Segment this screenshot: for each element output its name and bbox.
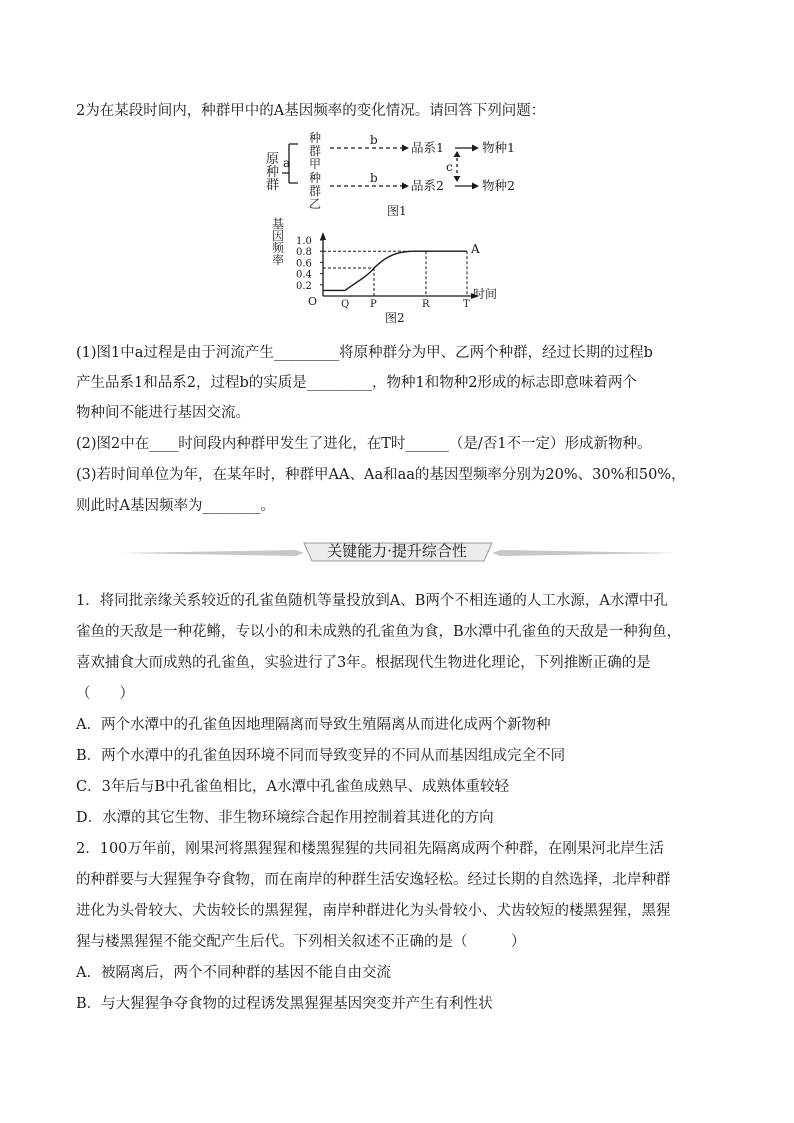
- mcq2-line-3: 进化为头骨较大、犬齿较长的黑猩猩，南岸种群进化为头骨较小、犬齿较短的楼黑猩猩，黑猩: [76, 903, 671, 919]
- svg-text:群: 群: [309, 184, 322, 198]
- y-axis-title: [272, 217, 285, 267]
- origin-label: O: [308, 295, 318, 308]
- svg-text:群: 群: [309, 144, 322, 158]
- x-ticks: [341, 299, 470, 310]
- mcq1-option-a: A．两个水潭中的孔雀鱼因地理隔离而导致生殖隔离从而进化成两个新物种: [76, 717, 551, 733]
- y-tick-label: 0.6: [296, 258, 312, 270]
- mcq1-line-3: 喜欢捕食大而成熟的孔雀鱼，实验进行了3年。根据现代生物进化理论，下列推断正确的是: [76, 655, 651, 671]
- strain-1-label: 品系1: [411, 140, 444, 155]
- svg-text:原: 原: [266, 152, 280, 167]
- mcq1-option-b: B．两个水潭中的孔雀鱼因环境不同而导致变异的不同从而基因组成完全不同: [76, 748, 566, 764]
- y-tick-label: 1.0: [296, 236, 312, 247]
- arrowhead: [454, 151, 461, 157]
- x-axis-title: 时间: [473, 287, 498, 301]
- population-b-label: [309, 171, 321, 211]
- y-tick-label: 0.4: [296, 269, 312, 281]
- q1-line-1: (1)图1中a过程是由于河流产生_________将原种群分为甲、乙两个种群，经过长期的过程b: [76, 345, 653, 361]
- figure-2-caption: 图2: [385, 311, 405, 325]
- y-axis-arrow: [320, 232, 326, 240]
- svg-text:群: 群: [266, 178, 280, 193]
- arrowhead: [454, 176, 461, 182]
- curve-label-A: A: [471, 242, 480, 257]
- x-tick-label: R: [422, 299, 430, 310]
- arrowhead: [402, 183, 409, 190]
- y-ticks: [296, 236, 323, 292]
- q1-line-3: 物种间不能进行基因交流。: [76, 405, 250, 421]
- svg-text:种: 种: [266, 165, 280, 180]
- svg-text:乙: 乙: [309, 197, 322, 211]
- mcq1-option-d: D．水潭的其它生物、非生物环境综合起作用控制着其进化的方向: [76, 810, 494, 826]
- svg-text:种: 种: [309, 131, 322, 145]
- svg-text:因: 因: [272, 229, 285, 243]
- process-b-label-top: b: [370, 133, 378, 147]
- population-a-label: [309, 131, 321, 171]
- process-b-label-bottom: b: [370, 171, 378, 185]
- mcq1-option-c: C．3年后与B中孔雀鱼相比，A水潭中孔雀鱼成熟早、成熟体重较轻: [76, 779, 509, 795]
- arrowhead: [472, 145, 479, 152]
- mcq2-line-2: 的种群要与大猩猩争夺食物，而在南岸的种群生活安逸轻松。经过长期的自然选择，北岸种群: [76, 872, 671, 888]
- x-tick-label: P: [370, 299, 377, 310]
- svg-text:频: 频: [272, 241, 285, 255]
- svg-text:种: 种: [309, 171, 322, 185]
- process-a-label: a: [283, 156, 291, 170]
- mcq1-line-4: （ ）: [76, 686, 134, 702]
- svg-text:甲: 甲: [309, 157, 322, 171]
- svg-text:率: 率: [272, 253, 285, 267]
- section-title: 关键能力·提升综合性: [327, 542, 467, 560]
- species-2-label: 物种2: [482, 178, 515, 193]
- mcq1-line-1: 1．将同批亲缘关系较近的孔雀鱼随机等量投放到A、B两个不相连通的人工水源，A水潭中孔: [76, 593, 668, 609]
- q3-line-2: 则此时A基因频率为________。: [76, 498, 275, 514]
- mcq2-option-a: A．被隔离后，两个不同种群的基因不能自由交流: [76, 965, 391, 981]
- q1-line-2: 产生品系1和品系2，过程b的实质是_________，物种1和物种2形成的标志即意味着两个: [76, 375, 637, 391]
- svg-text:基: 基: [272, 217, 285, 231]
- mcq2-line-1: 2．100万年前，刚果河将黑猩猩和楼黑猩猩的共同祖先隔离成两个种群，在刚果河北岸生活: [76, 841, 664, 857]
- mcq2-option-b: B．与大猩猩争夺食物的过程诱发黑猩猩基因突变并产生有利性状: [76, 996, 493, 1012]
- frequency-curve: [323, 251, 467, 290]
- intro-text: 2为在某段时间内，种群甲中的A基因频率的变化情况。请回答下列问题：: [76, 103, 546, 119]
- x-tick-label: Q: [341, 299, 350, 310]
- y-tick-label: 0.2: [296, 280, 312, 292]
- mcq1-line-2: 雀鱼的天敌是一种花鳉，专以小的和未成熟的孔雀鱼为食，B水潭中孔雀鱼的天敌是一种狗鱼，: [76, 624, 682, 640]
- figure-1-caption: 图1: [387, 204, 407, 218]
- process-c-label: c: [446, 160, 453, 174]
- mcq2-line-4: 猩与楼黑猩猩不能交配产生后代。下列相关叙述不正确的是（ ）: [76, 934, 526, 950]
- q3-line-1: (3)若时间单位为年，在某年时，种群甲AA、Aa和aa的基因型频率分别为20%、30%和50%，: [76, 467, 686, 483]
- x-tick-label: T: [463, 299, 470, 310]
- arrowhead: [472, 183, 479, 190]
- source-population-label: [266, 152, 279, 193]
- q2-line: (2)图2中在____时间段内种群甲发生了进化，在T时______（是/否1不一定）形成新物种。: [76, 436, 652, 452]
- strain-2-label: 品系2: [411, 178, 444, 193]
- arrowhead: [402, 145, 409, 152]
- figure-1-diagram: [262, 130, 562, 220]
- dashed-guides: [323, 251, 467, 296]
- figure-2-chart: [268, 216, 528, 328]
- y-tick-label: 0.8: [296, 247, 312, 259]
- species-1-label: 物种1: [482, 140, 515, 155]
